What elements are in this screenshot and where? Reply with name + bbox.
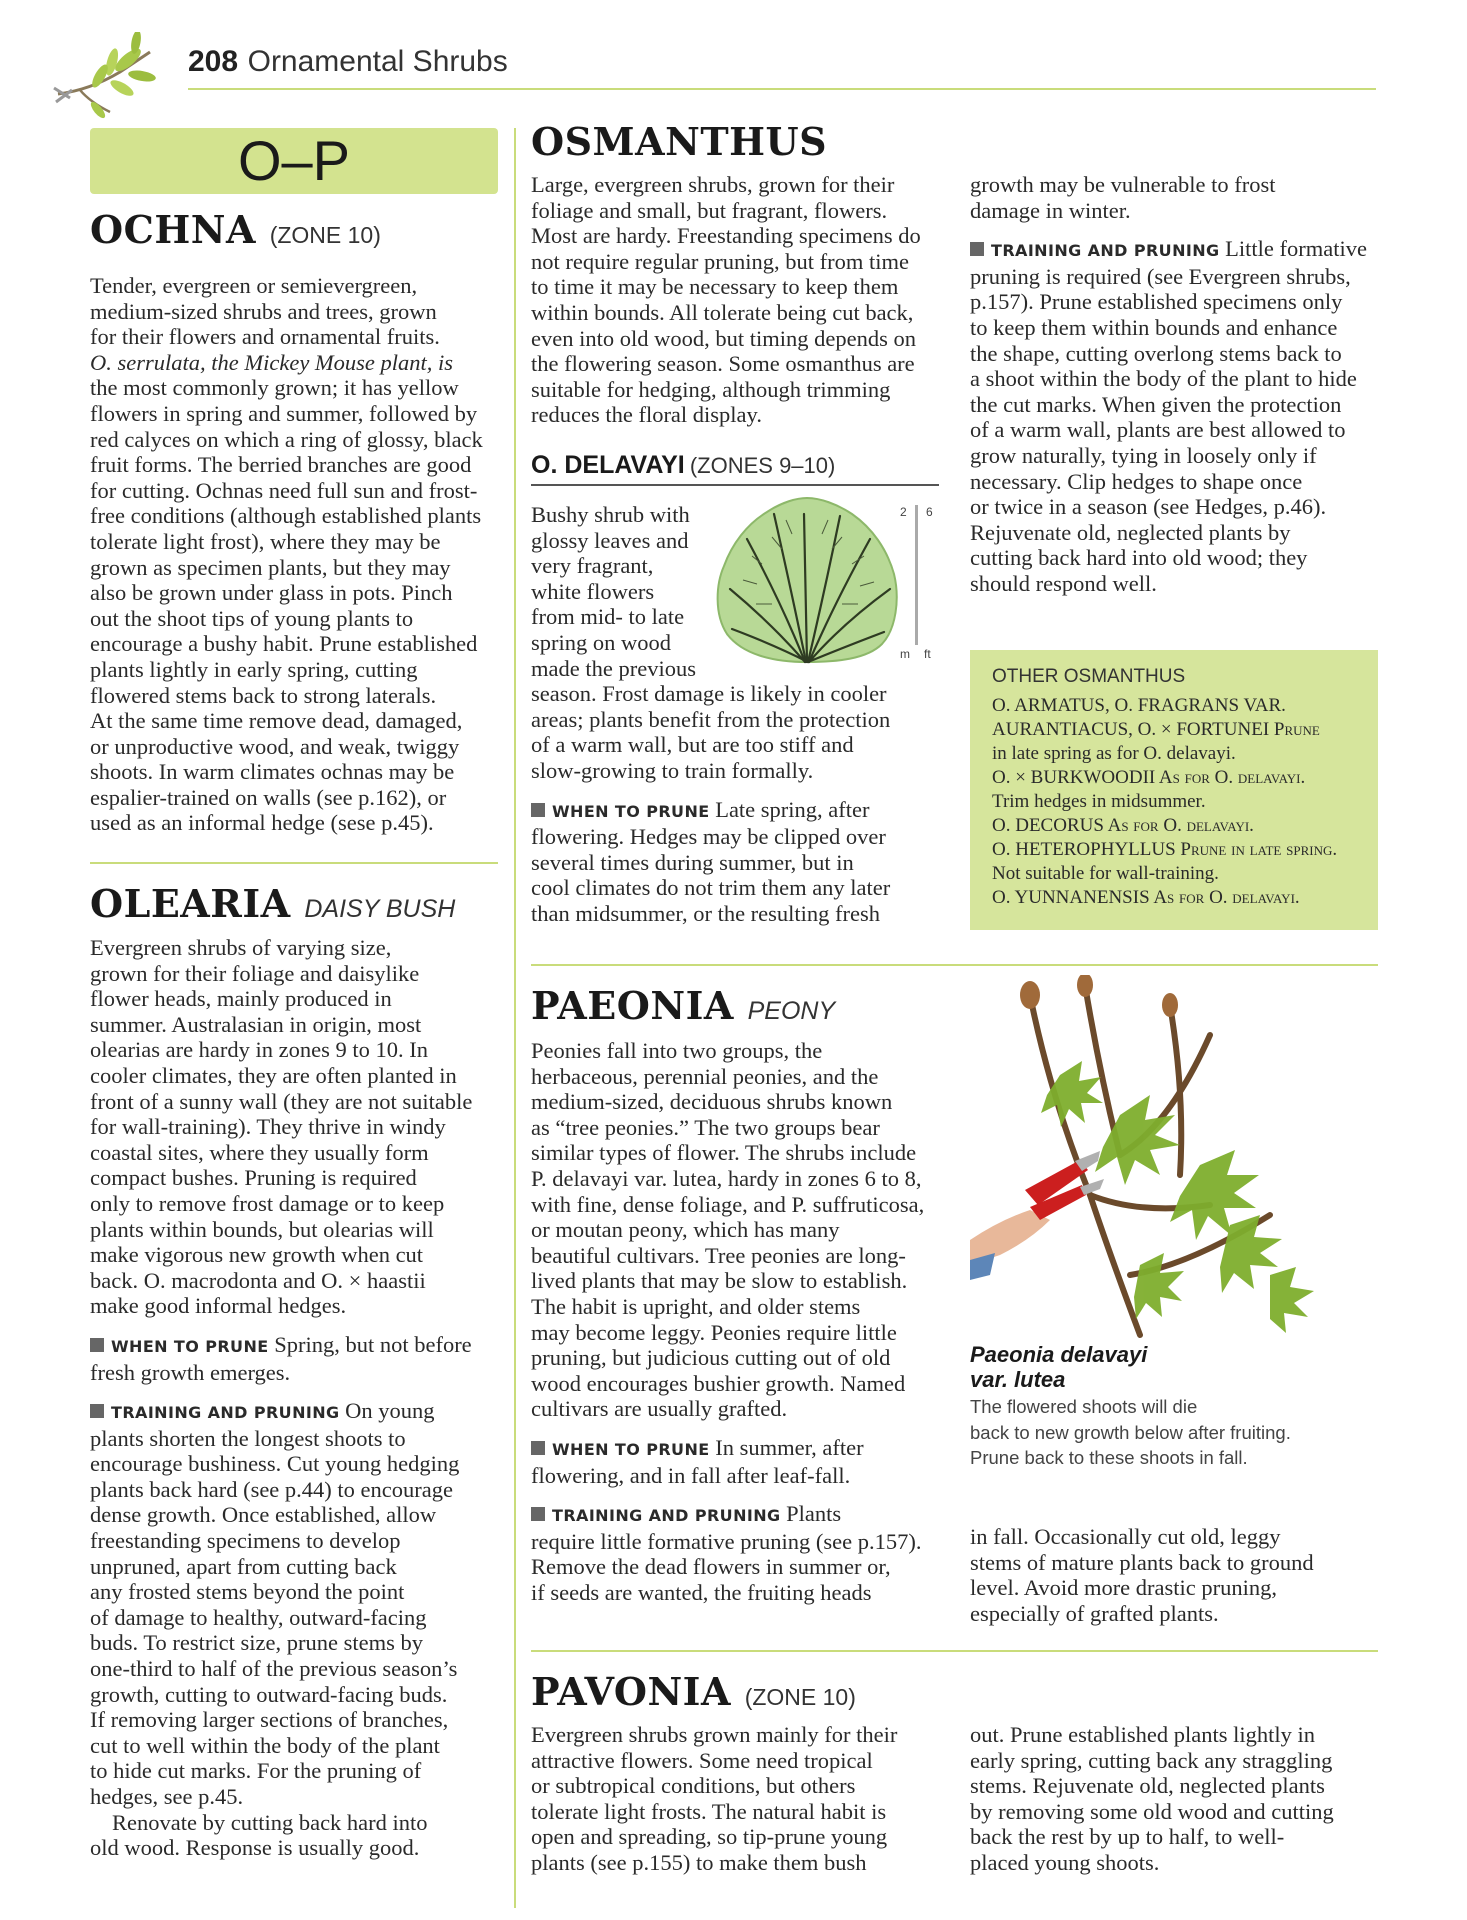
text-line: flowering, and in fall after leaf-fall. [531, 1462, 851, 1488]
text-line: a shoot within the body of the plant to hide [970, 366, 1357, 392]
text-line: O. serrulata, the Mickey Mouse plant, is [90, 349, 454, 375]
text-line: lived plants that may be slow to establish. [531, 1268, 908, 1294]
text-line: grown as specimen plants, but they may [90, 554, 451, 580]
delavayi-zone: (ZONES 9–10) [689, 453, 836, 478]
text-line: areas; plants benefit from the protection [531, 706, 891, 732]
text-line: may become leggy. Peonies require little [531, 1319, 897, 1345]
text-line: flowers in spring and summer, followed by [90, 400, 478, 426]
text-line: plants back hard (see p.44) to encourage [90, 1476, 453, 1502]
page-number: 208 [188, 45, 239, 78]
text-line: of damage to healthy, outward-facing [90, 1604, 427, 1630]
osmanthus-training-para [970, 236, 1390, 264]
text-line: Peonies fall into two groups, the [531, 1038, 823, 1063]
column-divider [514, 128, 516, 1908]
delavayi-heading [531, 450, 835, 483]
caption-line: The flowered shoots will die [970, 1396, 1198, 1417]
text-line: by removing some old wood and cutting [970, 1798, 1334, 1824]
column-divider [955, 128, 957, 948]
text-line: plants within bounds, but olearias will [90, 1216, 434, 1242]
text-line: cool climates do not trim them any later [531, 875, 891, 901]
subheading: WHEN TO PRUNE [111, 1336, 269, 1356]
text-line: freestanding specimens to develop [90, 1528, 401, 1554]
text-line: unpruned, apart from cutting back [90, 1553, 397, 1579]
header-title: Ornamental Shrubs [247, 45, 508, 78]
caption-line: back to new growth below after fruiting. [970, 1421, 1291, 1443]
text-line: Little formative [1219, 236, 1367, 262]
subheading: TRAINING AND PRUNING [552, 1506, 781, 1526]
text-line: In summer, after [709, 1434, 864, 1460]
text-line: plants lightly in early spring, cutting [90, 656, 418, 682]
paeonia-divider [531, 964, 1378, 966]
text-line: as “tree peonies.” The two groups bear [531, 1114, 880, 1140]
text-line: the shape, cutting overlong stems back to [970, 340, 1342, 366]
text-line: similar types of flower. The shrubs include [531, 1140, 917, 1166]
text-line: The habit is upright, and older stems [531, 1293, 861, 1319]
text-line: of a warm wall, but are too stiff and [531, 732, 854, 758]
olearia-text [90, 935, 510, 1861]
list-item: in late spring as for O. delavayi. [992, 743, 1236, 764]
text-line: stems of mature plants back to ground [970, 1549, 1314, 1575]
ochna-heading [90, 208, 381, 257]
text-line: any frosted stems beyond the point [90, 1579, 405, 1605]
subheading: TRAINING AND PRUNING [111, 1403, 340, 1423]
olearia-name: OLEARIA [90, 881, 291, 926]
ochna-name: OCHNA [90, 207, 256, 252]
osmanthus-when-para [531, 797, 951, 825]
caption-text [970, 1394, 1370, 1471]
text-line: wood encourages bushier growth. Named [531, 1370, 906, 1396]
text-line: tolerate light frosts. The natural habit is [531, 1798, 887, 1824]
text-line: foliage and small, but fragrant, flowers. [531, 197, 888, 223]
text-line: pruning is required (see Evergreen shrubs, [970, 263, 1351, 289]
subheading: WHEN TO PRUNE [552, 801, 710, 821]
paeonia-when-para [531, 1435, 951, 1463]
osmanthus-cont-text [970, 172, 1390, 597]
text-line: encourage bushiness. Cut young hedging [90, 1451, 460, 1477]
pavonia-text [531, 1722, 951, 1876]
text-line: growth, cutting to outward-facing buds. [90, 1681, 448, 1707]
text-line: one-third to half of the previous season’s [90, 1656, 458, 1682]
text-line: medium-sized, deciduous shrubs known [531, 1089, 893, 1115]
text-line: dense growth. Once established, allow [90, 1502, 437, 1528]
text-line: flower heads, mainly produced in [90, 986, 392, 1012]
photo-caption [970, 1342, 1370, 1471]
ochna-text [90, 273, 510, 836]
text-line: white flowers [531, 578, 655, 604]
text-line: for their flowers and ornamental fruits. [90, 324, 440, 350]
text-line: summer. Australasian in origin, most [90, 1011, 422, 1037]
other-osmanthus-box [970, 650, 1378, 930]
text-line: early spring, cutting back any straggling [970, 1747, 1333, 1773]
text-line: make good informal hedges. [90, 1293, 347, 1319]
text-line: than midsummer, or the resulting fresh [531, 900, 881, 926]
text-line: fruit forms. The berried branches are good [90, 452, 472, 478]
text-line: Most are hardy. Freestanding specimens do [531, 223, 921, 249]
text-line: even into old wood, but timing depends on [531, 325, 916, 351]
text-line: season. Frost damage is likely in cooler [531, 681, 887, 707]
text-line: encourage a bushy habit. Prune established [90, 631, 478, 657]
list-item: AURANTIACUS, O. × FORTUNEI Prune [992, 719, 1320, 740]
text-line: the cut marks. When given the protection [970, 391, 1342, 417]
text-line: shoots. In warm climates ochnas may be [90, 759, 455, 785]
text-line: or unproductive wood, and weak, twiggy [90, 733, 460, 759]
pavonia-heading [531, 1670, 856, 1719]
text-line: or subtropical conditions, but others [531, 1773, 856, 1799]
text-line: compact bushes. Pruning is required [90, 1165, 417, 1191]
olearia-heading [90, 882, 455, 931]
text-line: suitable for hedging, although trimming [531, 376, 891, 402]
text-line: front of a sunny wall (they are not suitable [90, 1088, 473, 1114]
text-line: to time it may be necessary to keep them [531, 274, 899, 300]
text-line: not require regular pruning, but from time [531, 248, 910, 274]
subheading: WHEN TO PRUNE [552, 1439, 710, 1459]
text-line: herbaceous, perennial peonies, and the [531, 1063, 879, 1089]
text-line: require little formative pruning (see p.157). [531, 1528, 922, 1554]
pavonia-name: PAVONIA [531, 1669, 731, 1714]
text-line: pruning, but judicious cutting out of old [531, 1345, 891, 1371]
text-line: espalier-trained on walls (see p.162), or [90, 784, 447, 810]
text-line: damage in winter. [970, 197, 1131, 223]
text-line: coastal sites, where they usually form [90, 1139, 429, 1165]
scale-unit-ft: ft [924, 647, 931, 661]
scale-bar [915, 505, 918, 645]
scale-unit-m: m [900, 647, 910, 661]
text-line: p.157). Prune established specimens only [970, 289, 1343, 315]
text-line: placed young shoots. [970, 1849, 1160, 1875]
text-line: the most commonly grown; it has yellow [90, 375, 459, 401]
text-line: Late spring, after [709, 796, 870, 822]
text-line: old wood. Response is usually good. [90, 1835, 420, 1861]
text-line: grown for their foliage and daisylike [90, 960, 420, 986]
text-line: Renovate by cutting back hard into [112, 1809, 428, 1835]
text-line: Bushy shrub with [531, 502, 690, 527]
list-item: Trim hedges in midsummer. [992, 791, 1206, 812]
caption-title-line: Paeonia delavayi [970, 1342, 1148, 1367]
pavonia-divider [531, 1650, 1378, 1652]
text-line: especially of grafted plants. [970, 1600, 1219, 1626]
subheading: TRAINING AND PRUNING [991, 241, 1220, 261]
caption-title-line: var. lutea [970, 1367, 1066, 1392]
ochna-zone: (ZONE 10) [269, 222, 381, 248]
scale-top-ft: 6 [926, 505, 933, 519]
delavayi-name: O. DELAVAYI [531, 451, 685, 479]
text-line: On young [339, 1398, 435, 1424]
text-line: flowered stems back to strong laterals. [90, 682, 437, 708]
caption-title [970, 1342, 1370, 1392]
text-line: should respond well. [970, 570, 1157, 596]
text-line: medium-sized shrubs and trees, grown [90, 298, 437, 324]
text-line: plants (see p.155) to make them bush [531, 1849, 867, 1875]
list-item: O. YUNNANENSIS As for O. delavayi. [992, 887, 1300, 908]
text-line: out. Prune established plants lightly in [970, 1722, 1315, 1747]
text-line: flowering. Hedges may be clipped over [531, 824, 886, 850]
paeonia-name: PAEONIA [531, 983, 734, 1028]
text-line: for wall-training). They thrive in windy [90, 1114, 446, 1140]
list-item: Not suitable for wall-training. [992, 863, 1219, 884]
peony-pruning-photo [970, 975, 1360, 1350]
text-line: hedges, see p.45. [90, 1784, 244, 1809]
paeonia-common-name: PEONY [747, 997, 836, 1025]
list-item: O. DECORUS As for O. delavayi. [992, 815, 1254, 836]
olearia-training-para [90, 1398, 510, 1426]
text-line: level. Avoid more drastic pruning, [970, 1575, 1278, 1601]
text-line: Evergreen shrubs grown mainly for their [531, 1722, 898, 1747]
text-line: the flowering season. Some osmanthus are [531, 351, 915, 377]
text-line: red calyces on which a ring of glossy, black [90, 426, 483, 452]
text-line: stems. Rejuvenate old, neglected plants [970, 1773, 1325, 1799]
text-line: or twice in a season (see Hedges, p.46). [970, 494, 1327, 520]
ochna-divider [90, 862, 498, 864]
paeonia-training-para [531, 1501, 951, 1529]
text-line: to hide cut marks. For the pruning of [90, 1758, 422, 1784]
header-rule [188, 88, 1376, 90]
text-line: cut to well within the body of the plant [90, 1732, 440, 1758]
text-line: Plants [780, 1501, 842, 1527]
text-line: buds. To restrict size, prune stems by [90, 1630, 423, 1656]
text-line: back the rest by up to half, to well- [970, 1824, 1285, 1850]
paeonia-text [531, 1038, 951, 1605]
text-line: of a warm wall, plants are best allowed to [970, 417, 1346, 443]
text-line: only to remove frost damage or to keep [90, 1190, 445, 1216]
text-line: glossy leaves and [531, 527, 689, 553]
scale-top-m: 2 [900, 505, 907, 519]
section-tab-label: O–P [237, 129, 351, 192]
text-line: for cutting. Ochnas need full sun and frost- [90, 477, 478, 503]
text-line: very fragrant, [531, 553, 654, 579]
text-line: out the shoot tips of young plants to [90, 605, 414, 631]
list-item: O. ARMATUS, O. FRAGRANS VAR. [992, 695, 1286, 716]
running-header [188, 44, 508, 80]
olearia-when-para [90, 1332, 510, 1360]
text-line: also be grown under glass in pots. Pinch [90, 580, 453, 606]
text-line: slow-growing to train formally. [531, 757, 814, 783]
text-line: P. delavayi var. lutea, hardy in zones 6 to 8, [531, 1165, 922, 1191]
text-line: Rejuvenate old, neglected plants by [970, 519, 1291, 545]
pavonia-cont-text [970, 1722, 1390, 1876]
text-line: reduces the floral display. [531, 402, 762, 428]
section-tab [90, 128, 498, 194]
text-line: with fine, dense foliage, and P. suffruticosa, [531, 1191, 925, 1217]
text-line: in fall. Occasionally cut old, leggy [970, 1524, 1281, 1549]
text-line: free conditions (although established plants [90, 503, 482, 529]
text-line: tolerate light frost), where they may be [90, 528, 441, 554]
other-osmanthus-title: OTHER OSMANTHUS [992, 666, 1186, 687]
text-line: within bounds. All tolerate being cut back, [531, 299, 914, 325]
text-line: Tender, evergreen or semievergreen, [90, 273, 418, 298]
osmanthus-text [531, 172, 951, 428]
osmanthus-name: OSMANTHUS [531, 119, 828, 164]
text-line: spring on wood [531, 629, 671, 655]
text-line: used as an informal hedge (sese p.45). [90, 810, 434, 836]
branch-logo-icon [50, 32, 160, 122]
text-line: olearias are hardy in zones 9 to 10. In [90, 1037, 429, 1063]
text-line: Remove the dead flowers in summer or, [531, 1554, 891, 1580]
text-line: make vigorous new growth when cut [90, 1242, 424, 1268]
text-line: open and spreading, so tip-prune young [531, 1824, 888, 1850]
paeonia-cont-text [970, 1524, 1390, 1626]
text-line: if seeds are wanted, the fruiting heads [531, 1579, 872, 1605]
olearia-common-name: DAISY BUSH [304, 895, 456, 923]
shrub-illustration [712, 494, 902, 664]
text-line: growth may be vulnerable to frost [970, 172, 1276, 197]
text-line: plants shorten the longest shoots to [90, 1425, 406, 1451]
osmanthus-heading [531, 120, 827, 164]
text-line: or moutan peony, which has many [531, 1217, 840, 1243]
text-line: several times during summer, but in [531, 849, 854, 875]
caption-line: Prune back to these shoots in fall. [970, 1447, 1248, 1469]
text-line: necessary. Clip hedges to shape once [970, 468, 1303, 494]
text-line: Evergreen shrubs of varying size, [90, 935, 392, 960]
other-osmanthus-list [992, 694, 1372, 910]
text-line: back. O. macrodonta and O. × haastii [90, 1267, 426, 1293]
text-line: cultivars are usually grafted. [531, 1396, 788, 1422]
paeonia-heading [531, 984, 835, 1033]
text-line: grow naturally, tying in loosely only if [970, 442, 1317, 468]
delavayi-rule [531, 484, 939, 486]
text-line: fresh growth emerges. [90, 1359, 291, 1385]
list-item: O. × BURKWOODII As for O. delavayi. [992, 767, 1306, 788]
height-scale [900, 505, 940, 665]
text-line: from mid- to late [531, 604, 685, 630]
text-line: made the previous [531, 655, 696, 681]
text-line: Large, evergreen shrubs, grown for their [531, 172, 895, 197]
text-line: cutting back hard into old wood; they [970, 545, 1308, 571]
text-line: If removing larger sections of branches, [90, 1707, 449, 1733]
text-line: cooler climates, they are often planted in [90, 1062, 457, 1088]
text-line: to keep them within bounds and enhance [970, 314, 1338, 340]
text-line: Spring, but not before [268, 1331, 472, 1357]
text-line: attractive flowers. Some need tropical [531, 1747, 873, 1773]
list-item: O. HETEROPHYLLUS Prune in late spring. [992, 839, 1338, 860]
text-line: At the same time remove dead, damaged, [90, 708, 463, 734]
pavonia-zone: (ZONE 10) [744, 1684, 856, 1710]
text-line: beautiful cultivars. Tree peonies are long- [531, 1242, 906, 1268]
